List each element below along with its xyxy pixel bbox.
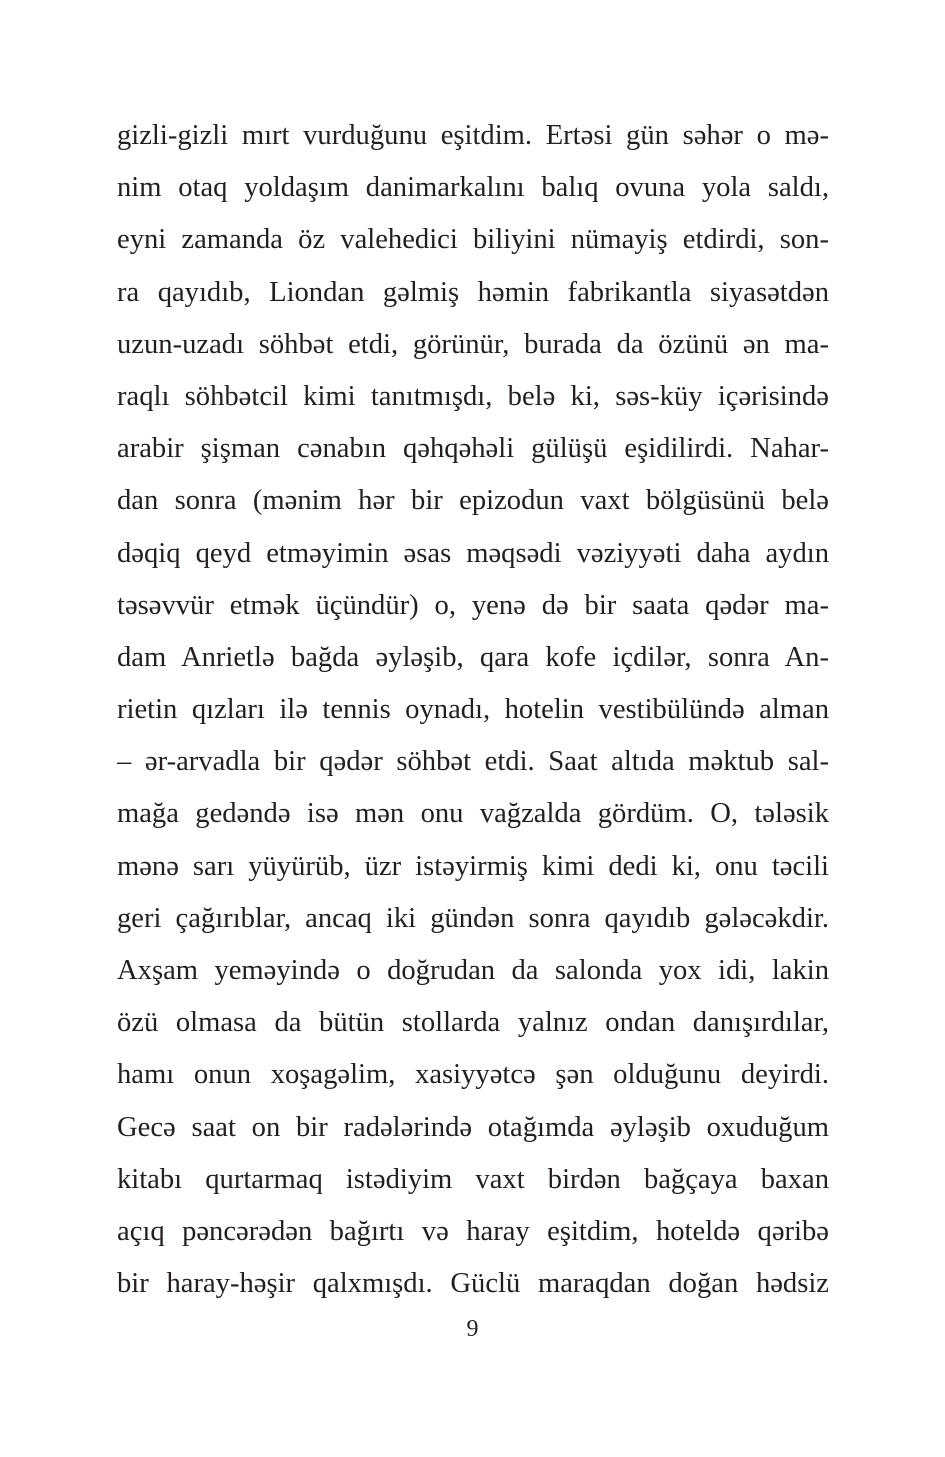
text-line: geri çağırıblar, ancaq iki gündən sonra qayıdıb gələcəkdir. xyxy=(117,902,829,934)
text-line: açıq pəncərədən bağırtı və haray eşitdim, hoteldə qəribə xyxy=(117,1215,829,1247)
text-line: Axşam yeməyində o doğrudan da salonda yox idi, lakin xyxy=(117,955,829,986)
text-line: dam Anrietlə bağda əyləşib, qara kofe içdilər, sonra An- xyxy=(117,641,829,673)
text-line: özü olmasa da bütün stollarda yalnız ondan danışırdılar, xyxy=(117,1007,829,1039)
text-line: uzun-uzadı söhbət etdi, görünür, burada da özünü ən ma- xyxy=(117,328,829,360)
text-line: Gecə saat on bir radələrində otağımda əyləşib oxuduğum xyxy=(117,1111,829,1143)
text-line: dəqiq qeyd etməyimin əsas məqsədi vəziyyəti daha aydın xyxy=(117,537,829,569)
text-line: mənə sarı yüyürüb, üzr istəyirmiş kimi dedi ki, onu təcili xyxy=(117,850,829,882)
text-line: nim otaq yoldaşım danimarkalını balıq ovuna yola saldı, xyxy=(117,172,829,204)
page-number: 9 xyxy=(466,1316,479,1342)
text-line: mağa gedəndə isə mən onu vağzalda gördüm. O, tələsik xyxy=(117,798,829,830)
text-line: gizli-gizli mırt vurduğunu eşitdim. Ertəsi gün səhər o mə- xyxy=(117,120,829,151)
text-line: rietin qızları ilə tennis oynadı, hotelin vestibülündə alman xyxy=(117,694,829,726)
text-line: bir haray-həşir qalxmışdı. Güclü maraqdan doğan hədsiz xyxy=(117,1268,829,1300)
text-line: dan sonra (mənim hər bir epizodun vaxt bölgüsünü belə xyxy=(117,485,829,517)
body-text xyxy=(117,110,829,1310)
text-line: – ər-arvadla bir qədər söhbət etdi. Saat altıda məktub sal- xyxy=(117,746,829,778)
text-line: arabir şişman cənabın qəhqəhəli gülüşü eşidilirdi. Nahar- xyxy=(117,433,829,465)
text-line: raqlı söhbətcil kimi tanıtmışdı, belə ki, səs-küy içərisində xyxy=(117,380,829,412)
text-line: hamı onun xoşagəlim, xasiyyətcə şən olduğunu deyirdi. xyxy=(117,1059,829,1091)
text-line: kitabı qurtarmaq istədiyim vaxt birdən bağçaya baxan xyxy=(117,1163,829,1195)
text-line: təsəvvür etmək üçündür) o, yenə də bir saata qədər ma- xyxy=(117,589,829,621)
text-line: eyni zamanda öz valehedici biliyini nümayiş etdirdi, son- xyxy=(117,224,829,256)
text-line: ra qayıdıb, Liondan gəlmiş həmin fabrikantla siyasətdən xyxy=(117,276,829,308)
